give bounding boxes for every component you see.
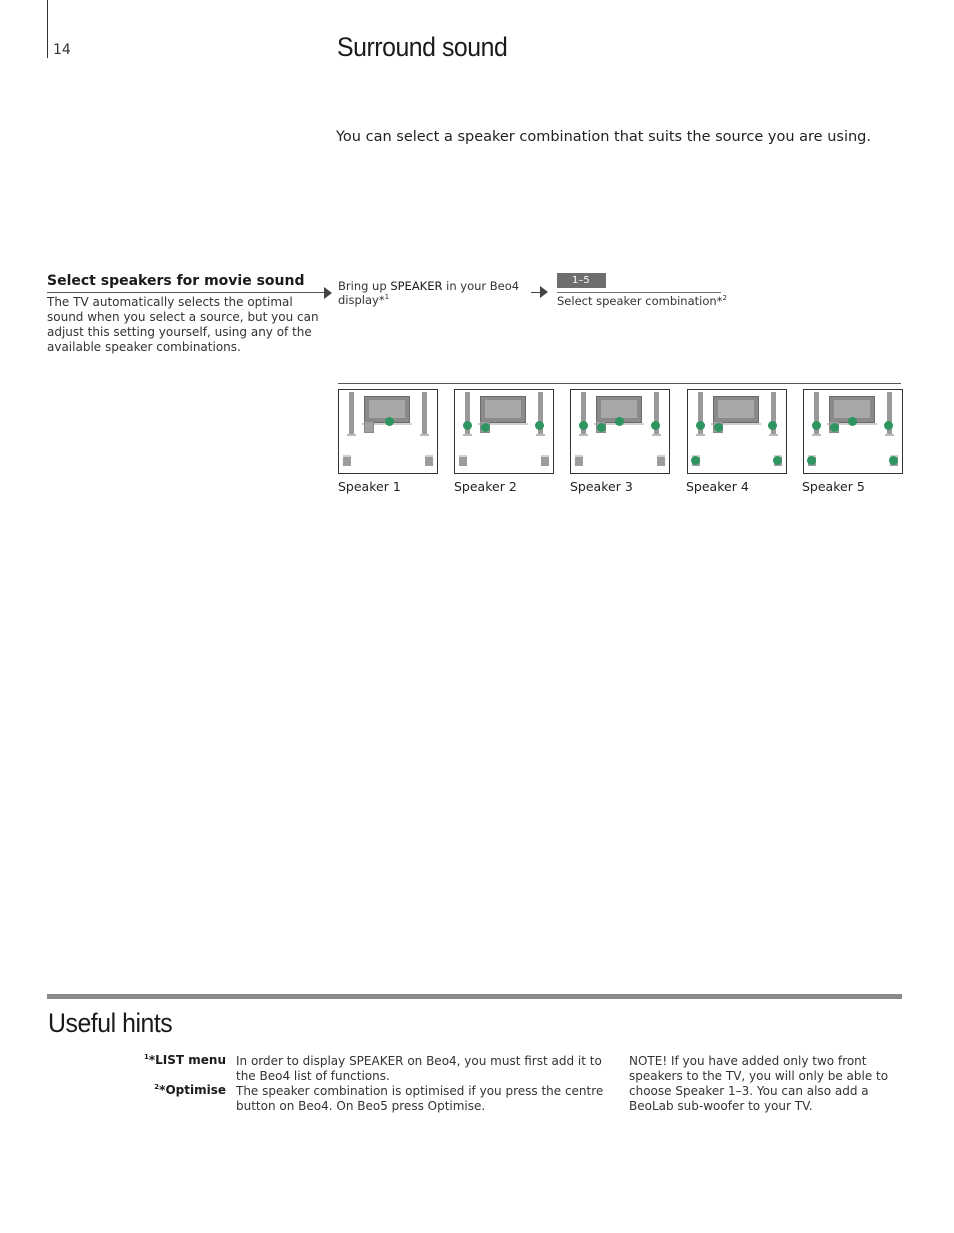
- hint-keyword: SPEAKER: [349, 1054, 404, 1068]
- page-number: 14: [53, 42, 71, 58]
- speaker-1-diagram: [338, 389, 438, 474]
- centre-speaker-icon: [364, 421, 374, 433]
- beo4-display-box: 1–5: [557, 273, 606, 288]
- step1-keyword: SPEAKER: [390, 279, 443, 293]
- active-speaker-dot: [651, 421, 660, 430]
- rear-left-speaker-icon: [343, 455, 351, 466]
- speaker-2-label: Speaker 2: [454, 479, 517, 494]
- hint-text: In order to display: [236, 1054, 350, 1068]
- hint-text: button on Beo4. On Beo5 press: [236, 1099, 428, 1113]
- note-text: NOTE! If you have added only two front speakers to the TV, you will only be able to choose: [629, 1054, 889, 1098]
- active-speaker-dot: [773, 456, 782, 465]
- note-text: . You can also add a BeoLab sub-woofer to your TV.: [629, 1084, 869, 1113]
- active-speaker-dot: [385, 417, 394, 426]
- speaker-4-diagram: [687, 389, 787, 474]
- active-speaker-dot: [807, 456, 816, 465]
- hint-term-text: *Optimise: [159, 1083, 226, 1097]
- footnote-ref-1: 1: [384, 292, 390, 301]
- rear-right-speaker-icon: [541, 455, 549, 466]
- section-heading: Select speakers for movie sound: [47, 273, 305, 289]
- intro-text: You can select a speaker combination that suits the source you are using.: [336, 129, 871, 145]
- hint-note: [629, 1054, 904, 1114]
- active-speaker-dot: [714, 423, 723, 432]
- tv-icon: [713, 396, 759, 423]
- speaker-5-diagram: [803, 389, 903, 474]
- footnote-ref-2: 2: [722, 294, 727, 303]
- speaker-4-label: Speaker 4: [686, 479, 749, 494]
- speaker-3-diagram: [570, 389, 670, 474]
- step-select-combination: [557, 294, 727, 308]
- hint-keyword: centre: [564, 1084, 604, 1098]
- active-speaker-dot: [481, 423, 490, 432]
- step2-text: Select speaker combination*: [557, 294, 723, 308]
- active-speaker-dot: [535, 421, 544, 430]
- front-right-speaker-icon: [422, 392, 427, 435]
- hint-keyword: Optimise: [427, 1099, 482, 1113]
- active-speaker-dot: [884, 421, 893, 430]
- active-speaker-dot: [691, 456, 700, 465]
- step1-suffix: in your Beo4 display*: [338, 279, 520, 307]
- speaker-5-label: Speaker 5: [802, 479, 865, 494]
- display-rule: [557, 292, 721, 293]
- footnote-marker-2: 2: [154, 1083, 160, 1091]
- tv-icon: [480, 396, 526, 423]
- hint-text: .: [481, 1099, 486, 1113]
- step1-prefix: Bring up: [338, 279, 391, 293]
- hint-term-optimise: [46, 1083, 226, 1097]
- active-speaker-dot: [615, 417, 624, 426]
- rear-right-speaker-icon: [657, 455, 665, 466]
- diagram-rule: [338, 383, 901, 384]
- section-body: The TV automatically selects the optimal sound when you select a source, but you can adjust this setting yourself, using any of the available speaker combinations.: [47, 295, 319, 354]
- hint-body-list-menu: [236, 1054, 616, 1084]
- hint-term-text: *LIST menu: [148, 1053, 226, 1067]
- active-speaker-dot: [463, 421, 472, 430]
- arrow-right-icon: [540, 286, 548, 298]
- hint-text: on Beo4, you must first add it to the Beo4 list of functions.: [236, 1054, 602, 1083]
- active-speaker-dot: [597, 423, 606, 432]
- page-title: Surround sound: [337, 32, 508, 62]
- margin-rule: [47, 0, 48, 58]
- section-rule: [47, 292, 326, 293]
- speaker-1-label: Speaker 1: [338, 479, 401, 494]
- active-speaker-dot: [696, 421, 705, 430]
- hints-divider-bar: [47, 994, 902, 999]
- note-keyword: Speaker 1–3: [675, 1084, 750, 1098]
- speaker-3-label: Speaker 3: [570, 479, 633, 494]
- speaker-2-diagram: [454, 389, 554, 474]
- step-bring-up-speaker: [338, 280, 528, 307]
- active-speaker-dot: [579, 421, 588, 430]
- rear-left-speaker-icon: [459, 455, 467, 466]
- hints-title: Useful hints: [48, 1008, 173, 1038]
- rear-right-speaker-icon: [425, 455, 433, 466]
- hint-term-list-menu: [46, 1053, 226, 1067]
- hint-text: The speaker combination is optimised if you press the: [236, 1084, 565, 1098]
- active-speaker-dot: [889, 456, 898, 465]
- active-speaker-dot: [830, 423, 839, 432]
- rear-left-speaker-icon: [575, 455, 583, 466]
- hint-body-optimise: [236, 1084, 616, 1114]
- footnote-marker-1: 1: [144, 1053, 149, 1061]
- active-speaker-dot: [812, 421, 821, 430]
- active-speaker-dot: [768, 421, 777, 430]
- active-speaker-dot: [848, 417, 857, 426]
- front-left-speaker-icon: [349, 392, 354, 435]
